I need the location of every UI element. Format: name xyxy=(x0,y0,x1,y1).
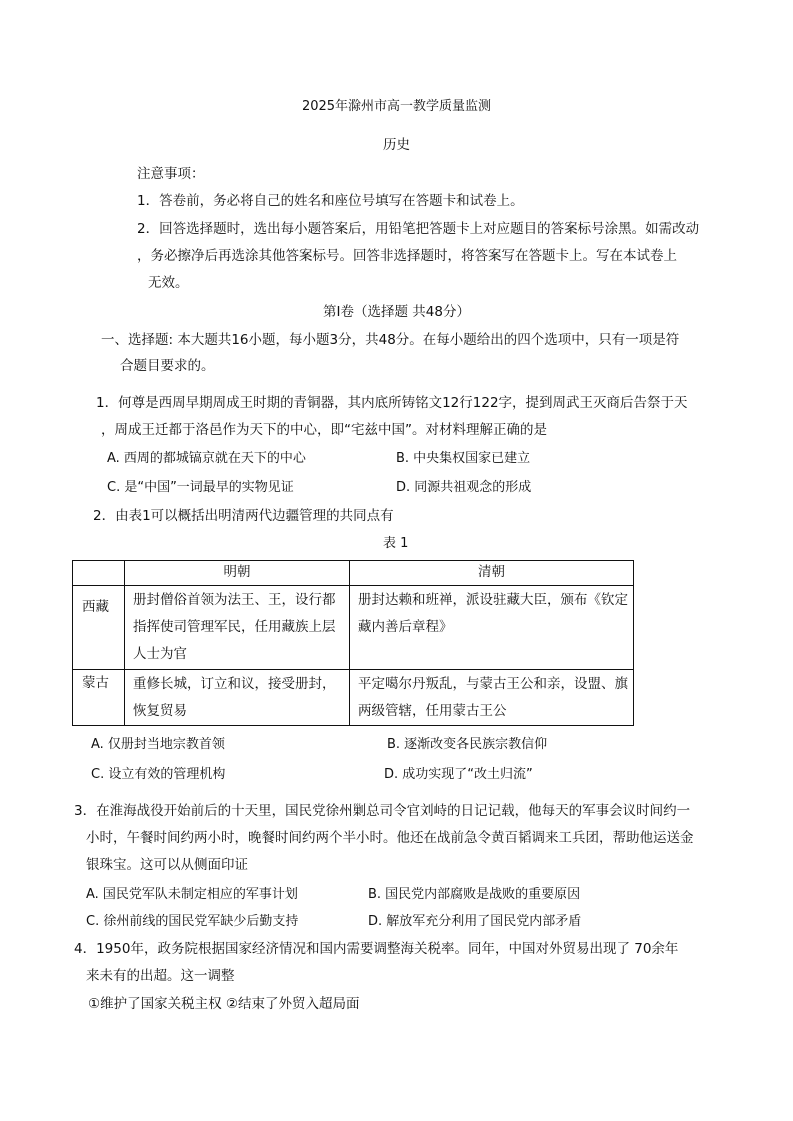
table-row-tibet-label-cell xyxy=(72,586,125,670)
q1-option-a: A. 西周的都城镐京就在天下的中心 xyxy=(107,451,306,466)
table-caption: 表 1 xyxy=(383,536,409,551)
q4-stem-line-1: 4．1950年，政务院根据国家经济情况和国内需要调整海关税率。同年，中国对外贸易出现了 70余年 xyxy=(74,941,679,957)
table-row-mongolia-label-cell xyxy=(72,670,125,726)
table-row-tibet-qing: 册封达赖和班禅，派设驻藏大臣，颁布《钦定藏内善后章程》 xyxy=(358,592,628,635)
q2-option-d: D. 成功实现了“改土归流” xyxy=(384,767,533,782)
table-row-mongolia-ming: 重修长城，订立和议，接受册封，恢复贸易 xyxy=(133,676,336,719)
q1-option-c: C. 是“中国”一词最早的实物见证 xyxy=(107,480,294,495)
notice-item-1: 1．答卷前，务必将自己的姓名和座位号填写在答题卡和试卷上。 xyxy=(137,193,524,209)
q3-option-b: B. 国民党内部腐败是战败的重要原因 xyxy=(368,887,581,902)
notice-item-2-line-3: 无效。 xyxy=(148,275,189,291)
q3-option-d: D. 解放军充分利用了国民党内部矛盾 xyxy=(368,914,582,929)
table-row-tibet-ming-cell xyxy=(125,586,350,670)
comparison-table xyxy=(72,560,634,726)
q3-option-c: C. 徐州前线的国民党军缺少后勤支持 xyxy=(86,914,299,929)
notice-item-2-line-1: 2．回答选择题时，选出每小题答案后，用铅笔把答题卡上对应题目的答案标号涂黑。如需改动 xyxy=(137,221,700,237)
q2-option-a: A. 仅册封当地宗教首领 xyxy=(91,737,225,752)
q3-option-a: A. 国民党军队未制定相应的军事计划 xyxy=(86,887,298,902)
q1-option-d: D. 同源共祖观念的形成 xyxy=(396,480,532,495)
q3-stem-line-3: 银珠宝。这可以从侧面印证 xyxy=(86,857,248,873)
table-row-mongolia-qing: 平定噶尔丹叛乱，与蒙古王公和亲，设盟、旗两级管辖，任用蒙古王公 xyxy=(358,676,628,719)
q2-option-c: C. 设立有效的管理机构 xyxy=(91,767,226,782)
q3-stem-line-2: 小时，午餐时间约两小时，晚餐时间约两个半小时。他还在战前急令黄百韬调来工兵团，帮助他运送金 xyxy=(86,830,694,846)
table-header-blank xyxy=(72,560,125,586)
section-header: 第Ⅰ卷（选择题 共48分） xyxy=(323,304,470,320)
q4-stem-line-2: 来未有的出超。这一调整 xyxy=(86,968,235,984)
section-instruction-line-2: 合题目要求的。 xyxy=(120,358,215,374)
exam-title: 2025年滁州市高一教学质量监测 xyxy=(301,99,492,114)
table-header-qing: 清朝 xyxy=(350,560,634,586)
q2-option-b: B. 逐渐改变各民族宗教信仰 xyxy=(387,737,548,752)
q3-stem-line-1: 3．在淮海战役开始前后的十天里，国民党徐州剿总司令官刘峙的日记记载，他每天的军事会议时间约一 xyxy=(74,803,691,819)
table-row-mongolia-label: 蒙古 xyxy=(82,675,109,691)
notice-heading: 注意事项： xyxy=(137,166,205,182)
q1-stem-line-1: 1．何尊是西周早期周成王时期的青铜器，其内底所铸铭文12行122字，提到周武王灭商后告祭于天 xyxy=(96,395,688,411)
table-row-tibet-qing-cell xyxy=(350,586,634,670)
q1-option-b: B. 中央集权国家已建立 xyxy=(396,451,531,466)
table-row-mongolia-ming-cell xyxy=(125,670,350,726)
notice-item-2-line-2: ，务必擦净后再选涂其他答案标号。回答非选择题时，将答案写在答题卡上。写在本试卷上 xyxy=(137,248,677,264)
q2-stem: 2．由表1可以概括出明清两代边疆管理的共同点有 xyxy=(93,508,394,524)
table-row-tibet-ming: 册封僧俗首领为法王、王，设行都指挥使司管理军民，任用藏族上层人士为官 xyxy=(133,592,336,662)
table-row-mongolia-qing-cell xyxy=(350,670,634,726)
q4-stem-line-3: ①维护了国家关税主权 ②结束了外贸入超局面 xyxy=(88,996,360,1012)
exam-subject: 历史 xyxy=(383,137,410,153)
table-row-tibet-label: 西藏 xyxy=(82,599,109,615)
table-header-ming: 明朝 xyxy=(125,560,350,586)
section-instruction-line-1: 一、选择题: 本大题共16小题，每小题3分，共48分。在每小题给出的四个选项中，只有一项是符 xyxy=(101,332,680,348)
q1-stem-line-2: ，周成王迁都于洛邑作为天下的中心，即“宅兹中国”。对材料理解正确的是 xyxy=(101,422,547,438)
